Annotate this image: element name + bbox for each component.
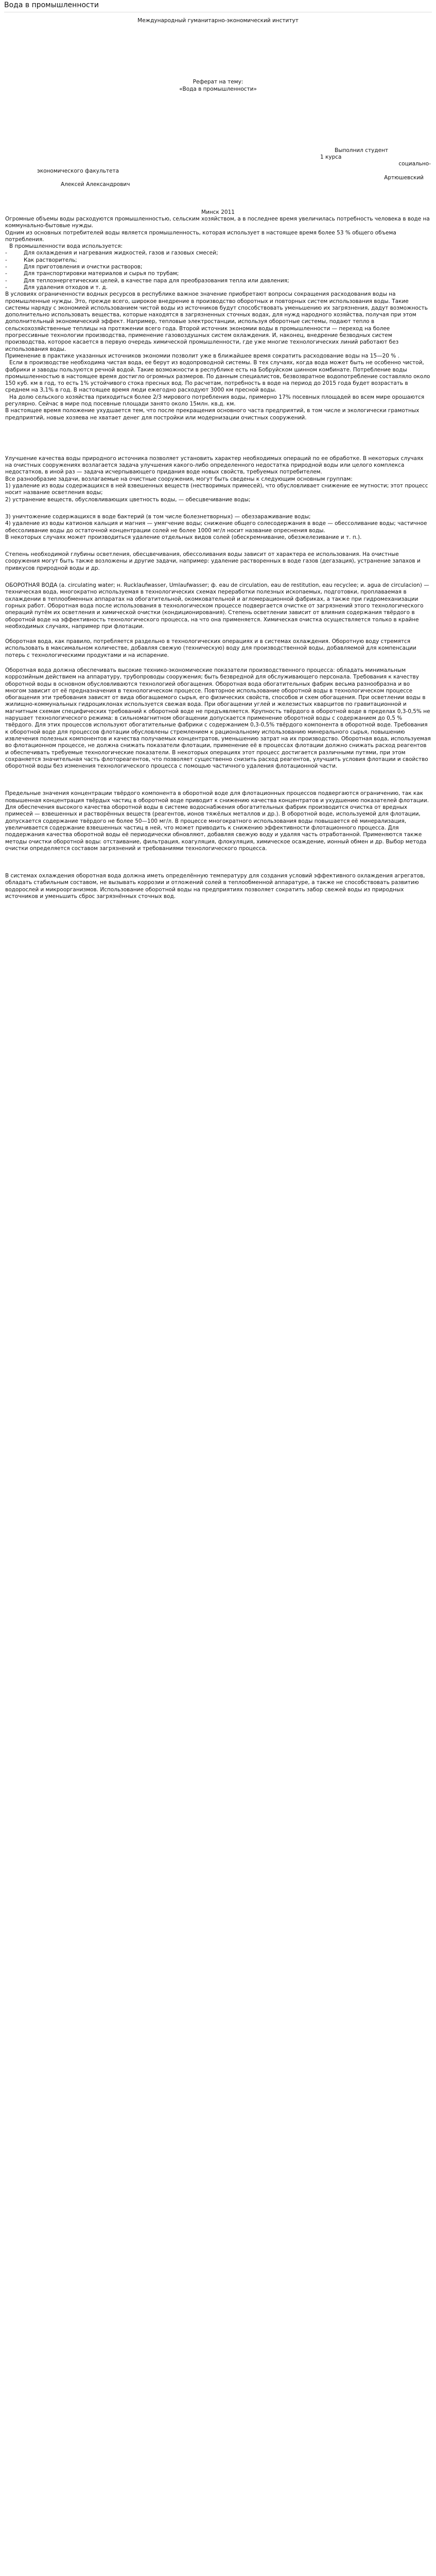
list-item: - Для транспортировки материалов и сырья по трубам; <box>5 270 179 277</box>
paragraph: 3) уничтожение содержащихся в воде бактерий (в том числе болезнетворных) — обеззараживание воды; <box>5 513 311 520</box>
paragraph: 2) устранение веществ, обусловливающих цветность воды, — обесцвечивание воды; <box>5 496 251 503</box>
paragraph: Степень необходимой глубины осветления, обесцвечивания, обессоливания воды зависит от характера ее использования. На очистные сооружения могут быть также возложены и другие задачи, например: удаление растворенных в воде газов (дегазация), устранение запахов и привкусов природной воды и др. <box>5 551 421 571</box>
list-item: - Как растворитель; <box>5 257 77 263</box>
author-line: экономического факультета <box>37 167 119 174</box>
spacer <box>5 852 431 873</box>
paragraph: 4) удаление из воды катионов кальция и магния — умягчение воды; снижение общего солесодержания в воде — обессоливание воды; частичное обессоливание воды до остаточной концентрации солей не более 1000 мг/л носит название опреснения воды. <box>5 520 427 534</box>
list-item: - Для приготовления и очистки растворов; <box>5 264 143 270</box>
bullet-icon: - <box>5 250 7 257</box>
paragraph: В условиях ограниченности водных ресурсов в республике важное значение приобретают вопросы сокращения расходования воды на промышленные нужды. Это, прежде всего, широкое внедрение в производство оборотных и повторных систем использования воды. Такие системы наряду с экономией использованием чистой воды из источников будут способствовать уменьшению их загрязнения, дадут возможность дополнительно использовать вещества, которые находятся в загрязненных сточных водах, для нужд народного хозяйства, получая при этом дополнительный экономический эффект. Например, тепловые электростанции, используя оборотные системы, подают тепло в сельскохозяйственные теплицы на протяжении всего года. Второй источник экономии воды в промышленности — переход на более прогрессивные технологии производства, применение газовоздушных систем охлаждения. И, наконец, внедрение безводных систем производства, которое касается в первую очередь химической промышленности, где уже многие технологических линий работают без использования воды. <box>5 291 428 352</box>
spacer <box>5 572 431 582</box>
paragraph: Оборотная вода, как правило, потребляется раздельно в технологических операциях и в системах охлаждения. Оборотную воду стремятся использовать в максимальном количестве, добавляя свежую (техническую) воду для производственной воды, добавляемой для компенсации потерь с технологическими продуктами и на испарение. <box>5 638 416 658</box>
author-name: Алексей Александрович <box>61 181 130 188</box>
spacer <box>5 659 431 667</box>
page-title: Вода в промышленности <box>4 1 99 9</box>
bullet-icon: - <box>5 284 7 291</box>
author-line: Выполнил студент <box>335 147 389 154</box>
paragraph: В системах охлаждения оборотная вода должна иметь определённую температуру для создания условий эффективного охлаждения агрегатов, обладать стабильным составом, не вызывать коррозии и отложений солей в теплообменной аппаратуре, а также не способствовать развитию водорослей и микроорганизмов. Использование оборотной воды на предприятиях позволяет сократить забор свежей воды из природных источников и уменьшить сброс загрязнённых сточных вод. <box>5 873 425 900</box>
spacer <box>5 541 431 551</box>
author-line: 1 курса <box>320 154 342 161</box>
paragraph: Предельные значения концентрации твёрдого компонента в оборотной воде для флотационных процессов подвергаются ограничению, так как повышенная концентрация твёрдых частиц в оборотной воде приводит к снижению качества концентратов и ухудшению показателей флотации. Для обеспечения высокого качества оборотной воды в системе водоснабжения обогатительных фабрик производится очистка от вредных примесей — взвешенных и растворённых веществ (реагентов, ионов тяжёлых металлов и др.). В оборотной воде, используемой для флотации, допускается содержание твёрдого не более 50—100 мг/л. В процессе многократного использования воды повышается её минерализация, увеличивается содержание взвешенных частиц в ней, что может приводить к снижению эффективности флотационного процесса. Для поддержания качества оборотной воды её периодически обновляют, добавляя свежую воду и удаляя часть отработанной. Применяются также методы очистки оборотной воды: отстаивание, фильтрация, коагуляция, флокуляция, химическое осаждение, ионный обмен и др. Выбор метода очистки определяется составом загрязнений и требованиями технологического процесса. <box>5 790 429 852</box>
author-line: социально- <box>398 161 431 167</box>
list-item: - Для теплоэнергетических целей, в качестве пара для преобразования тепла или давления; <box>5 277 289 284</box>
paragraph: Улучшение качества воды природного источника позволяет установить характер необходимых операций по ее обработке. В некоторых случаях на очистных сооружениях возлагается задача улучшения какого-либо определенного недостатка природной воды или целого комплекса недостатков, в иной раз — задача исчерпывающего придания воде новых свойств, требуемых потребителем. <box>5 455 424 476</box>
bullet-icon: - <box>5 257 7 263</box>
referat-label: Реферат на тему: <box>193 79 243 86</box>
spacer <box>5 421 431 455</box>
author-line: Артюшевский <box>384 175 424 181</box>
bullet-icon: - <box>5 270 7 277</box>
paragraph: Одним из основных потребителей воды является промышленность, которая использует в настоящее время более 53 % общего объема потребления. <box>5 229 396 243</box>
usage-list <box>5 250 431 291</box>
referat-topic: «Вода в промышленности» <box>179 86 257 92</box>
spacer <box>5 770 431 790</box>
paragraph: В некоторых случаях может производиться удаление отдельных видов солей (обескремнивание, обезжелезивание и т. п.). <box>5 534 362 540</box>
paragraph: Если в производстве необходима чистая вода, ее берут из водопроводной системы. В тех случаях, когда вода может быть не особенно чистой, фабрики и заводы пользуются речной водой. Такие возможности в республике есть на Бобруйском шинном комбинате. Потребление воды промышленностью в настоящее время достигло огромных размеров. По данным специалистов, безвозвратное водопотребление составляло около 150 куб. км в год, то есть 1% устойчивого стока пресных вод. По расчетам, потребность в воде на период до 2015 года будет возрастать в среднем на 3,1% в год. В настоящее время люди ежегодно расходуют 3000 км пресной воды. <box>5 360 430 394</box>
spacer <box>5 24 431 79</box>
document-body <box>5 15 431 900</box>
institute-name: Международный гуманитарно-экономический институт <box>137 18 299 24</box>
spacer <box>5 630 431 638</box>
spacer <box>5 93 431 147</box>
paragraph: В настоящее время положение ухудшается тем, что после прекращения основного часта предприятий, в том числе и экологически грамотных предприятий, новые хозяева не хватает денег для постройки или модернизации очистных сооружений. <box>5 408 420 421</box>
list-intro: В промышленности вода используется: <box>9 243 123 250</box>
paragraph: ОБОРОТНАЯ ВОДА (a. circulating water; н. Rucklaufwasser, Umlaufwasser; ф. eau de circulation, eau de restitution, eau recyclee; и. agua de circulacion) — техническая вода, многократно используемая в технологических схемах переработки полезных ископаемых, подготовки, проплаваемая в охлаждении в теплообменных аппаратах на обогатительной, окомковательной и агломерационной фабриках, а также при гидромеханизации горных работ. Оборотная вода после использования в технологическом процессе подвергается очистке от загрязнений этого технологического операций путём их осветления и химической очистки (кондиционирования). Степень осветлении зависит от влияния содержания твёрдого в оборотной воде на эффективность технологического процесса, на что она применяется. Химическая очистка осуществляется только в крайне необходимых случаях, например при флотации. <box>5 582 429 630</box>
paragraph: Оборотная вода должна обеспечивать высокие технико-экономические показатели производственного процесса: обладать минимальным коррозийным действием на аппаратуру, трубопроводы сооружения; быть безвредной для обслуживающего персонала. Требования к качеству оборотной воды в основном обусловливаются технологией обогащения. Оборотная вода обогатительных фабрик весьма разнообразна и во многом зависит от её предназначения в технологическом процессе. Повторное использование оборотной воды в технологическом процессе обогащения эти требования зависят от вида обогащаемого сырья, его физических свойств, способов и схем обогащения. При осветлении воды в жилищно-коммунальных гидроциклонах используется свежая вода. При обогащении углей и железистых кварцитов по гравитационной и магнитным схемам специфических требований к оборотной воде не предъявляется. Крупность твёрдого в оборотной воде в пределах 0,3-0,5% не нарушает технологического режима: в сильномагнитном обогащении допускается применение оборотной воды с содержанием до 0,5 % твёрдого. Для этих процессов используют обогатительные фабрики с содержанием 0,3-0,5% твёрдого компонента в оборотной воде. Требования к оборотной воде для процессов флотации обусловлены стремлением к рациональному использованию минерального сырья, повышению извлечения полезных компонентов и качества получаемых концентратов, уменьшению затрат на их производство. Оборотная вода, используемая во флотационном процессе, не должна снижать показатели флотации, применение её в процессах флотации должно снижать расход реагентов и обеспечивать требуемые технологические показатели. В некоторых операциях этот процесс достигается различными путями, при этом сохраняется значительная часть флотореагентов, что позволяет существенно снизить расход реагентов, улучшить условия флотации и свойство оборотной воды без изменения технологического процесса с помощью частичного удаления флотационной части. <box>5 667 431 770</box>
place-year: Минск 2011 <box>201 209 235 215</box>
list-item: - Для удаления отходов и т. д. <box>5 284 108 291</box>
paragraph: На долю сельского хозяйства приходиться более 2/3 мирового потребления воды, примерно 17% посевных площадей во всем мире орошаются регулярно. Сейчас в мире под посевные площади занято около 15млн. кв.д. км. <box>5 394 425 407</box>
bullet-icon: - <box>5 264 7 270</box>
bullet-icon: - <box>5 277 7 284</box>
list-item: - Для охлаждения и нагревания жидкостей, газов и газовых смесей; <box>5 250 218 257</box>
paragraph: Огромные объемы воды расходуются промышленностью, сельским хозяйством, а в последнее время увеличилась потребность человека в воде на коммунально-бытовые нужды. <box>5 215 430 229</box>
spacer <box>5 503 431 514</box>
paragraph: Применение в практике указанных источников экономии позволит уже в ближайшее время сократить расходование воды на 15—20 % . <box>5 352 399 359</box>
paragraph: 1) удаление из воды содержащихся в ней взвешенных веществ (нестворимых примесей), что обусловливает снижение ее мутности; этот процесс носит название осветления воды; <box>5 483 428 496</box>
spacer <box>5 189 431 209</box>
paragraph: Все разнообразие задачи, возлагаемые на очистные сооружения, могут быть сведены к следующим основным группам: <box>5 476 353 482</box>
